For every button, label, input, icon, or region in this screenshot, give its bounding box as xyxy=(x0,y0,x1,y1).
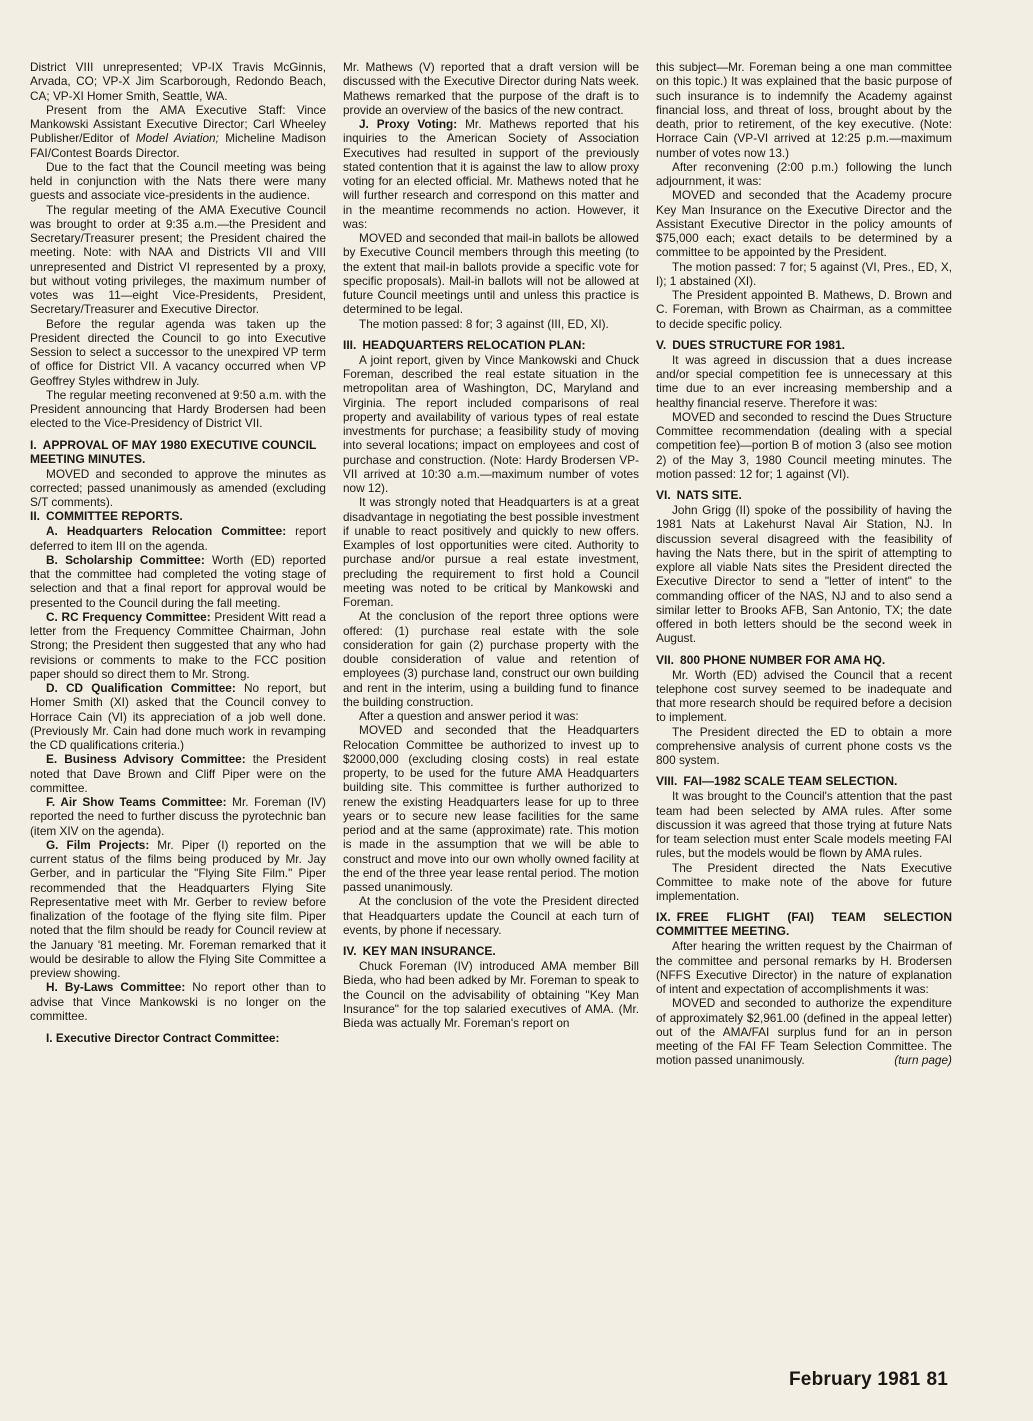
text-run: Present from the AMA Executive Staff: Vince Mankowski Assistant Executive Director; Carl Wheeley Publisher/Editor of xyxy=(30,102,326,146)
paragraph: At the conclusion of the vote the President directed that Headquarters update the Council at each turn of events, by phone if necessary. xyxy=(343,894,639,937)
paragraph: District VIII unrepresented; VP-IX Travis McGinnis, Arvada, CO; VP-X Jim Scarborough, Redondo Beach, CA; VP-XI Homer Smith, Seattle, WA. xyxy=(30,60,326,103)
section-number: VI. xyxy=(656,488,671,502)
paragraph: The regular meeting reconvened at 9:50 a.m. with the President announcing that Hardy Brodersen had been elected to the Vice-Presidency of District VII. xyxy=(30,387,326,431)
paragraph: After a question and answer period it was: xyxy=(359,709,579,723)
section-title: 800 PHONE NUMBER FOR AMA HQ. xyxy=(680,652,886,667)
text-run: No report other than to advise that Vince Mankowski is no longer on the committee. xyxy=(30,980,326,1023)
paragraph: Before the regular agenda was taken up the President directed the Council to go into Executive Session to select a successor to the unexpired VP term of office for District VII. A vacancy occurred when VP Geoffrey Styles withdrew in July. xyxy=(30,316,326,388)
paragraph: Mr. Mathews (V) reported that a draft version will be discussed with the Executive Director during Nats week. Mathews remarked that the purpose of the draft is to provide an overview of the basics of the new contract. xyxy=(343,60,639,117)
paragraph: It was brought to the Council's attention that the past team had been selected by AMA rules. After some discussion it was agreed that those trying at future Nats for team selection must enter Scale models meeting FAI rules, but the models would be flown by AMA rules. xyxy=(656,789,952,861)
subsection-label: B. Scholarship Committee: xyxy=(46,552,205,567)
section-title: APPROVAL OF MAY 1980 EXECUTIVE COUNCIL MEETING MINUTES. xyxy=(30,437,317,466)
turn-page-note: (turn page) xyxy=(894,1053,952,1068)
paragraph: The regular meeting of the AMA Executive Council was brought to order at 9:35 a.m.—the President and Secretary/Treasurer present; the President chaired the meeting. Note: with NAA and Districts VII and VIII unrepresented and District VI represented by a proxy, but without voting privileges, the maximum number of votes was 11—eight Vice-Presidents, President, Secretary/Treasurer and Executive Director. xyxy=(30,202,326,317)
paragraph xyxy=(30,103,326,160)
subsection-label: H. By-Laws Committee: xyxy=(46,980,186,995)
section-heading xyxy=(30,438,326,466)
motion xyxy=(656,996,952,1067)
section-heading xyxy=(343,944,639,958)
motion: MOVED and seconded that the Headquarters Relocation Committee be authorized to invest up to $2000,000 (excluding closing costs) in real estate property, to be used for the future AMA Headquarters building site. This committee is further authorized to renew the existing Headquarters lease for up to three years or to secure new lease facilities for the same period and at the same (approximate) rate. This motion is made in the assumption that we will be able to construct and move into our own wholly owned facility at the end of the three year lease rental period. The motion passed unanimously. xyxy=(343,723,639,894)
text-run: Mr. Piper (I) reported on the current status of the films being produced by Mr. Jay Gerber, and in particular the "Flying Site Film." Piper recommended that the Headquarters Flying Site Representative meet with Mr. Gerber to review before finalization of the footage of the flying site film. Piper noted that the film should be ready for Council review at the January '81 meeting. Mr. Foreman remarked that it would be desirable to allow the Flying Site Committee a preview showing. xyxy=(30,837,326,980)
page-number: 81 xyxy=(926,1369,948,1390)
text-run: report deferred to item III on the agenda. xyxy=(30,524,326,553)
motion-result: The motion passed: 7 for; 5 against (VI, Pres., ED, X, I); 1 abstained (XI). xyxy=(656,259,952,288)
committee-report xyxy=(343,117,639,231)
committee-report xyxy=(30,681,326,752)
text-run: the President noted that Dave Brown and Cliff Piper were on the committee. xyxy=(30,752,326,795)
section-number: IX. xyxy=(656,910,671,925)
section-heading xyxy=(656,910,952,938)
subsection-label: D. CD Qualification Committee: xyxy=(46,681,236,695)
subsection-label: J. Proxy Voting: xyxy=(359,117,458,131)
paragraph: The President appointed B. Mathews, D. Brown and C. Foreman, with Brown as Chairman, as a committee to decide specific policy. xyxy=(656,288,952,331)
paragraph: John Grigg (II) spoke of the possibility of having the 1981 Nats at Lakehurst Naval Air Station, NJ. In discussion several disagreed with the feasibility of having the Nats there, but in the spirit of attempting to explore all viable Nats sites the President directed the Executive Director to send a "letter of intent" to the commanding officer of the NAS, NJ and to also send a similar letter to Brooks AFB, San Antonio, TX; the date offered in both letters should be the second week in August. xyxy=(656,503,952,646)
text-run: No report, but Homer Smith (XI) asked that the Council convey to Horrace Cain (VI) its appreciation of a job well done. (Previously Mr. Cain had done much work in revamping the CD qualifications criteria.) xyxy=(30,681,326,752)
text-run: Mr. Foreman (IV) reported the need to further discuss the pyrotechnic ban (item XIV on the agenda). xyxy=(30,795,326,838)
committee-report xyxy=(30,524,326,553)
section-heading xyxy=(656,338,952,352)
section-title: KEY MAN INSURANCE. xyxy=(362,944,496,958)
motion: MOVED and seconded that mail-in ballots be allowed by Executive Council members through this meeting (to the extent that mail-in ballots provide a specific vote for specific proposals). Mail-in ballots will not be allowed at future Council meetings until and unless this practice is determined to be legal. xyxy=(343,231,639,317)
paragraph: this subject—Mr. Foreman being a one man committee on this topic.) It was explained that the basic purpose of such insurance is to indemnify the Academy against financial loss, and threat of loss, brought about by the death, prior to retirement, of the key executive. (Note: Horrace Cain (VP-VI arrived at 12:25 p.m.—maximum number of votes now 13.) xyxy=(656,60,952,160)
paragraph: MOVED and seconded to approve the minutes as corrected; passed unanimously as amended (excluding S/T comments). xyxy=(30,466,326,509)
subsection-label: F. Air Show Teams Committee: xyxy=(46,795,227,809)
section-number: VIII. xyxy=(656,774,678,789)
paragraph: After hearing the written request by the Chairman of the committee and personal remarks by H. Brodersen (NFFS Executive Director) in the nature of explanation of intent and expectation of accomplishments it was: xyxy=(656,939,952,996)
motion-result: The motion passed: 8 for; 3 against (III, ED, XI). xyxy=(359,316,609,331)
column-1 xyxy=(30,60,326,1360)
text-run: Mr. Mathews reported that his inquiries to the American Society of Association Executives had resulted in support of the previously stated contention that it is against the law to allow proxy voting for an elected official. Mr. Mathews noted that he will further research and correspond on this matter and in the meantime recommends no action. However, it was: xyxy=(343,117,639,231)
committee-report xyxy=(30,752,326,795)
section-number: I. xyxy=(30,437,37,452)
page-footer xyxy=(783,1369,948,1391)
paragraph: At the conclusion of the report three options were offered: (1) purchase real estate with the sole consideration for gain (2) purchase property with the double consideration of value and retention of employees (3) purchase land, construct our own building and rent in the interim, using a building fund to finance the building construction. xyxy=(343,609,639,709)
subsection-label: A. Headquarters Relocation Committee: xyxy=(46,524,287,539)
subsection-label: G. Film Projects: xyxy=(46,837,150,852)
subsection-label: E. Business Advisory Committee: xyxy=(46,752,246,767)
section-number: II. xyxy=(30,509,41,524)
committee-report xyxy=(30,1031,326,1045)
committee-report xyxy=(30,795,326,838)
section-title: NATS SITE. xyxy=(676,488,742,502)
column-3 xyxy=(656,60,952,1360)
section-title: HEADQUARTERS RELOCATION PLAN: xyxy=(362,337,586,352)
section-heading xyxy=(343,338,639,352)
committee-report xyxy=(30,553,326,610)
subsection-label: C. RC Frequency Committee: xyxy=(46,609,211,624)
committee-report xyxy=(30,610,326,681)
motion: MOVED and seconded that the Academy procure Key Man Insurance on the Executive Director and the Assistant Executive Director in the policy amounts of $75,000 each; exact details to be determined by a committee to be appointed by the President. xyxy=(656,188,952,260)
paragraph: A joint report, given by Vince Mankowski and Chuck Foreman, described the real estate situation in the metropolitan area of Washington, DC, Maryland and Virginia. The report included comparisons of real property and availability of various types of real estate investments for purchase; a feasibility study of moving into several locations; impact on employees and cost of purchase and construction. (Note: Hardy Brodersen VP-VII arrived at 10:30 a.m.—maximum number of votes now 12). xyxy=(343,352,639,495)
paragraph: Chuck Foreman (IV) introduced AMA member Bill Bieda, who had been adked by Mr. Foreman to speak to the Council on the advisability of obtaining "Key Man Insurance" for the top salaried executives of AMA. (Mr. Bieda was actually Mr. Foreman's report on xyxy=(343,959,639,1030)
paragraph: It was strongly noted that Headquarters is at a great disadvantage in negotiating the best possible investment if unable to react positively and quickly to new offers. Examples of lost opportunities were cited. Authority to purchase and/or pursue a real estate investment, precluding the requirement to first hold a Council meeting was noted to be critical by Mankowski and Foreman. xyxy=(343,495,639,609)
paragraph: It was agreed in discussion that a dues increase and/or special competition fee is unnecessary at this time due to an ever increasing membership and a healthy financial reserve. Therefore it was: xyxy=(656,352,952,410)
publication-title: Model Aviation; xyxy=(135,131,219,146)
committee-report xyxy=(30,838,326,981)
section-heading xyxy=(656,774,952,788)
section-title: FREE FLIGHT (FAI) TEAM SELECTION COMMITTEE MEETING. xyxy=(656,910,952,939)
paragraph: The President directed the Nats Executive Committee to make note of the above for future implementation. xyxy=(656,860,952,903)
paragraph: Due to the fact that the Council meeting was being held in conjunction with the Nats there were many guests and associate vice-presidents in the audience. xyxy=(30,159,326,203)
section-number: III. xyxy=(343,337,357,352)
section-heading xyxy=(656,488,952,502)
section-heading xyxy=(656,653,952,667)
section-number: VII. xyxy=(656,652,675,667)
section-title: FAI—1982 SCALE TEAM SELECTION. xyxy=(683,774,898,789)
section-number: V. xyxy=(656,337,667,352)
subsection-label: I. Executive Director Contract Committee: xyxy=(46,1031,280,1045)
text-columns xyxy=(30,60,952,1360)
text-run: Micheline Madison FAI/Contest Boards Director. xyxy=(30,131,326,160)
issue-date: February 1981 xyxy=(789,1369,921,1390)
paragraph: After reconvening (2:00 p.m.) following the lunch adjournment, it was: xyxy=(656,159,952,188)
text-run: Worth (ED) reported that the committee had completed the voting stage of selection and that a final report for approval would be presented to the Council during the fall meeting. xyxy=(30,552,326,610)
section-title: COMMITTEE REPORTS. xyxy=(46,509,183,524)
column-2 xyxy=(343,60,639,1360)
paragraph: Mr. Worth (ED) advised the Council that a recent telephone cost survey seemed to be inadequate and that more research should be required before a decision to implement. xyxy=(656,667,952,725)
text-run: President Witt read a letter from the Frequency Committee Chairman, John Strong; the President then suggested that any who had revisions or comments to make to the FCC position paper should so direct them to Mr. Strong. xyxy=(30,609,326,681)
paragraph: The President directed the ED to obtain a more comprehensive analysis of current phone costs vs the 800 system. xyxy=(656,724,952,767)
motion: MOVED and seconded to rescind the Dues Structure Committee recommendation (dealing with a special competition fee)—portion B of motion 3 (also see motion 2) of the May 3, 1980 Council meeting minutes. The motion passed: 12 for; 1 against (VI). xyxy=(656,409,952,481)
section-title: DUES STRUCTURE FOR 1981. xyxy=(672,337,845,352)
section-number: IV. xyxy=(343,944,357,958)
text-run: MOVED and seconded to authorize the expenditure of approximately $2,961.00 (defined in the appeal letter) out of the AMA/FAI surplus fund for an in person meeting of the FAI FF Team Selection Committee. The motion passed unanimously. xyxy=(656,996,952,1068)
committee-report xyxy=(30,980,326,1023)
section-heading xyxy=(30,509,326,523)
